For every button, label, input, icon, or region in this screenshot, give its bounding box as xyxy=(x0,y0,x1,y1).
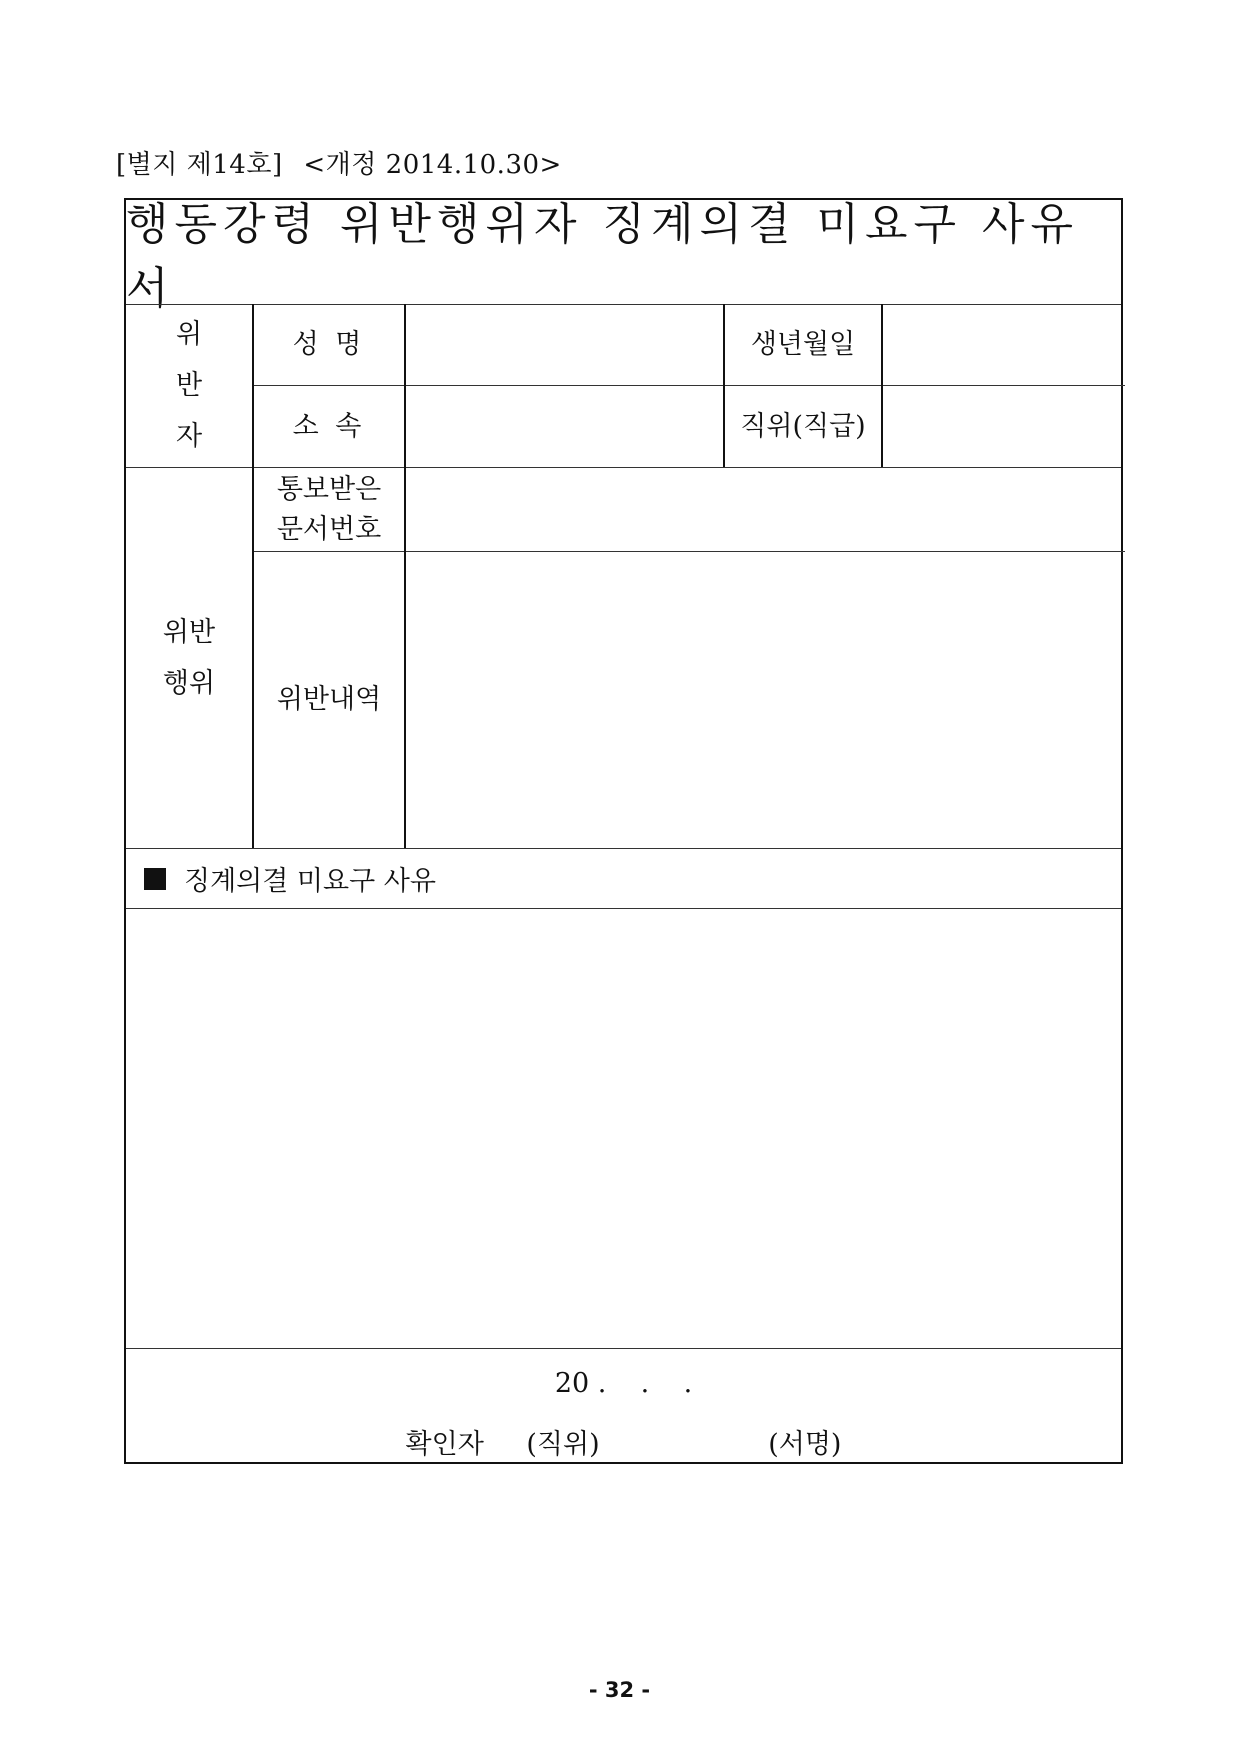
divider-reason-end xyxy=(126,1348,1121,1349)
form-number: [별지 제14호] xyxy=(116,150,283,180)
position-label: 직위(직급) xyxy=(740,410,866,442)
doc-number-label: 통보받은 문서번호 xyxy=(276,474,382,545)
violation-details-field[interactable] xyxy=(406,552,1123,848)
birth-date-field[interactable] xyxy=(883,304,1123,385)
confirmer-label: 확인자 xyxy=(405,1429,484,1460)
report-form xyxy=(124,198,1123,1464)
affiliation-field[interactable] xyxy=(406,386,723,467)
name-label: 성 명 xyxy=(292,328,366,360)
reason-section-label: 징계의결 미요구 사유 xyxy=(184,866,436,897)
reason-field[interactable] xyxy=(126,909,1121,1348)
violator-group-label: 위 반 자 xyxy=(175,318,203,453)
position-field[interactable] xyxy=(883,386,1123,467)
square-bullet-icon xyxy=(144,868,166,890)
doc-number-field[interactable] xyxy=(406,468,1123,551)
page-number: - 32 - xyxy=(588,1678,651,1702)
birth-date-label: 생년월일 xyxy=(750,328,856,360)
violation-group-label: 위반 행위 xyxy=(162,616,216,699)
confirmer-line xyxy=(126,1422,1121,1461)
violation-details-label: 위반내역 xyxy=(276,684,382,716)
name-field[interactable] xyxy=(406,304,723,385)
affiliation-label: 소 속 xyxy=(292,410,366,442)
date-line: 20 . . . xyxy=(554,1368,693,1399)
form-title: 행동강령 위반행위자 징계의결 미요구 사유서 xyxy=(126,199,1080,314)
confirmer-position[interactable]: (직위) xyxy=(526,1429,600,1460)
reason-section-header xyxy=(144,849,436,908)
revision-date: <개정 2014.10.30> xyxy=(303,150,562,180)
form-number-note xyxy=(116,144,562,181)
confirmer-signature[interactable]: (서명) xyxy=(768,1429,842,1460)
